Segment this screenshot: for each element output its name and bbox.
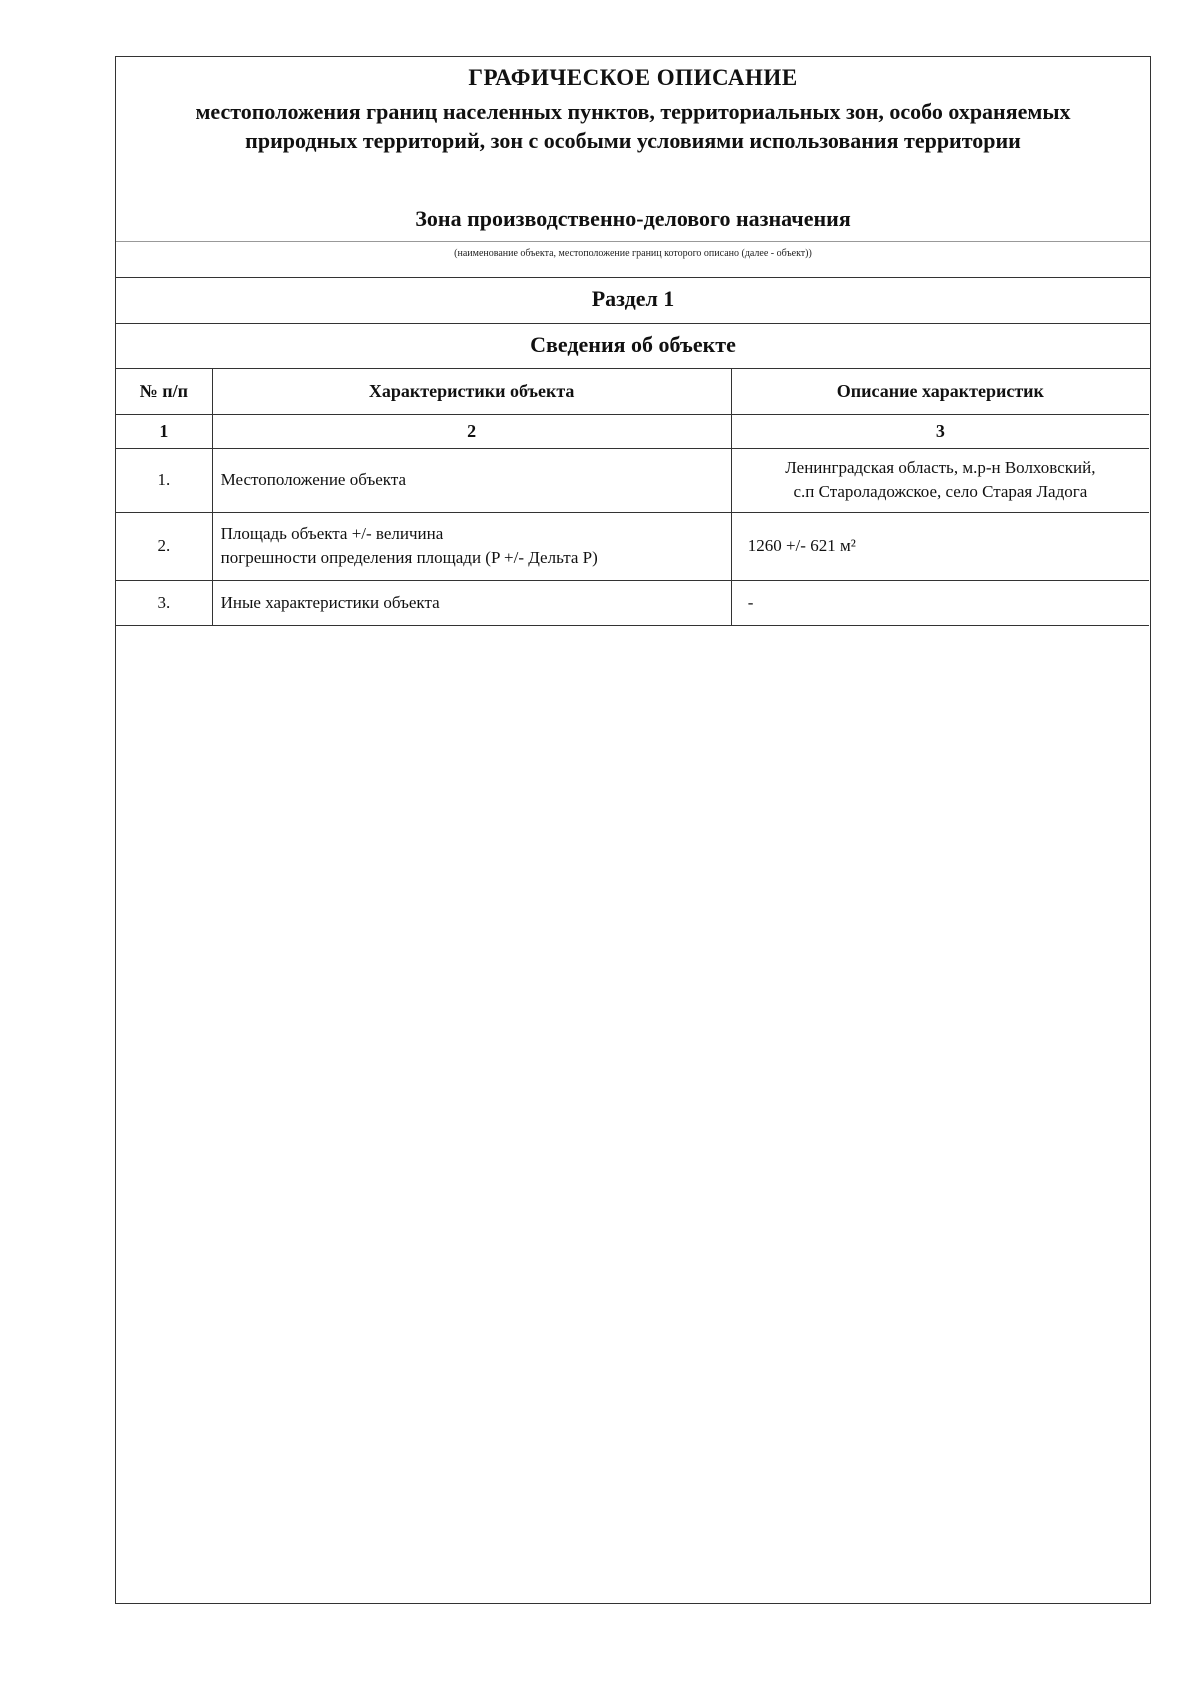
document-header: [116, 57, 1150, 241]
divider: [116, 323, 1150, 324]
object-info-table: [116, 369, 1149, 626]
column-number-cell: 3: [731, 414, 1149, 448]
table-header-row: [116, 369, 1149, 414]
description-line: с.п Староладожское, село Старая Ладога: [793, 482, 1088, 501]
characteristic-cell: Местоположение объекта: [212, 448, 731, 512]
description-cell: 1260 +/- 621 м²: [731, 512, 1149, 580]
section-label: Раздел 1: [591, 286, 675, 311]
row-number-cell: 1.: [116, 448, 212, 512]
characteristic-cell: Иные характеристики объекта: [212, 580, 731, 625]
column-number-cell: 2: [212, 414, 731, 448]
description-cell: -: [731, 580, 1149, 625]
header-cell-characteristic: Характеристики объекта: [212, 369, 731, 414]
characteristic-line: Площадь объекта +/- величина: [220, 524, 444, 543]
row-number-cell: 2.: [116, 512, 212, 580]
description-cell: [731, 448, 1149, 512]
divider: [116, 277, 1150, 278]
table-row: [116, 448, 1149, 512]
object-name-underline: [116, 241, 1150, 242]
row-number-cell: 3.: [116, 580, 212, 625]
table-row: [116, 580, 1149, 625]
header-cell-number: № п/п: [116, 369, 212, 414]
table-column-number-row: [116, 414, 1149, 448]
section-title: Сведения об объекте: [530, 332, 736, 357]
characteristic-line: погрешности определения площади (P +/- Дельта P): [220, 548, 598, 567]
document-frame: [115, 56, 1151, 1604]
description-line: Ленинградская область, м.р-н Волховский,: [785, 458, 1096, 477]
document-subtitle: местоположения границ населенных пунктов, территориальных зон, особо охраняемых природных территорий, зон с особыми условиями использования территории: [195, 99, 1071, 153]
characteristic-cell: [212, 512, 731, 580]
object-name: Зона производственно-делового назначения: [415, 206, 851, 231]
table-row: [116, 512, 1149, 580]
column-number-cell: 1: [116, 414, 212, 448]
document-title: ГРАФИЧЕСКОЕ ОПИСАНИЕ: [468, 65, 798, 90]
object-caption: (наименование объекта, местоположение границ которого описано (далее - объект)): [454, 248, 812, 259]
header-cell-description: Описание характеристик: [731, 369, 1149, 414]
